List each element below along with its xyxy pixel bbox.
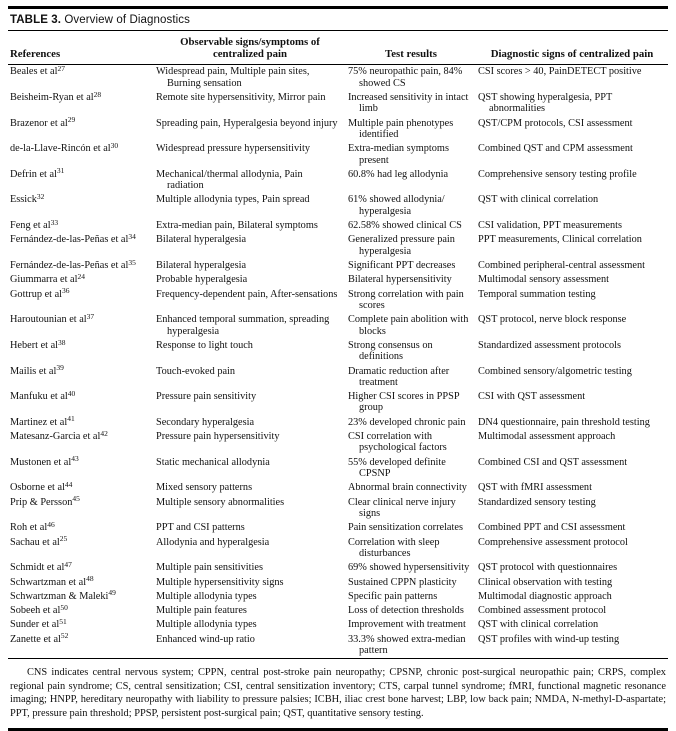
test-results-cell: Strong consensus on definitions xyxy=(348,339,433,363)
observable-signs-cell: Frequency-dependent pain, After-sensations xyxy=(156,288,338,300)
diagnostic-signs-cell: CSI validation, PPT measurements xyxy=(478,220,622,232)
test-results-cell: CSI correlation with psychological factors xyxy=(348,431,447,454)
reference-name: Schwartzman & Maleki xyxy=(10,590,109,602)
observable-signs-cell: Bilateral hyperalgesia xyxy=(156,260,247,271)
diagnostic-signs-cell: Combined QST and CPM assessment xyxy=(478,143,633,155)
observable-signs-cell: Multiple pain sensitivities xyxy=(156,562,263,574)
reference-name: Zanette et al xyxy=(10,633,61,645)
diagnostic-signs-cell: CSI with QST assessment xyxy=(478,391,586,403)
table-row xyxy=(8,632,668,658)
table-row xyxy=(8,575,668,589)
test-results-cell: Generalized pressure pain hyperalgesia xyxy=(348,234,455,257)
reference-name: Prip & Persson xyxy=(10,496,73,508)
table-row xyxy=(8,313,668,339)
citation-number: 42 xyxy=(100,428,108,438)
table-row xyxy=(8,495,668,521)
test-results-cell: 23% developed chronic pain xyxy=(348,416,466,428)
citation-number: 32 xyxy=(36,192,45,202)
diagnostic-signs-cell: QST protocol with questionnaires xyxy=(478,562,618,574)
test-results-cell: Improvement with treatment xyxy=(348,619,466,631)
diagnostic-signs-cell: CSI scores > 40, PainDETECT positive xyxy=(478,66,642,78)
reference-name: Fernández-de-las-Peñas et al xyxy=(10,234,129,246)
observable-signs-cell: Multiple hypersensitivity signs xyxy=(156,576,284,588)
reference-name: Martinez et al xyxy=(10,416,68,428)
table-body xyxy=(8,64,668,658)
observable-signs-cell: Multiple allodynia types xyxy=(156,590,257,602)
reference-cell xyxy=(8,287,154,313)
observable-signs-cell: Mixed sensory patterns xyxy=(156,482,253,494)
citation-number: 47 xyxy=(64,559,72,569)
diagnostic-signs-cell: Combined CSI and QST assessment xyxy=(478,456,628,468)
diagnostic-signs-cell: QST with clinical correlation xyxy=(478,619,599,631)
reference-name: Sunder et al xyxy=(10,619,60,631)
diagnostic-signs-cell: QST with clinical correlation xyxy=(478,194,599,206)
citation-number: 49 xyxy=(108,588,116,598)
diagnostic-signs-cell: Temporal summation testing xyxy=(478,288,596,300)
reference-name: Sachau et al xyxy=(10,536,60,548)
observable-signs-cell: Spreading pain, Hyperalgesia beyond injury xyxy=(156,117,338,129)
reference-cell xyxy=(8,575,154,589)
col-header-references: References xyxy=(8,31,154,64)
citation-number: 24 xyxy=(77,271,85,281)
test-results-cell: 55% developed definite CPSNP xyxy=(348,456,446,479)
reference-cell xyxy=(8,116,154,142)
diagnostic-signs-cell: QST showing hyperalgesia, PPT abnormalities xyxy=(478,91,613,115)
observable-signs-cell: Remote site hypersensitivity, Mirror pain xyxy=(156,91,326,103)
test-results-cell: 75% neuropathic pain, 84% showed CS xyxy=(348,66,463,89)
diagnostic-signs-cell: QST profiles with wind-up testing xyxy=(478,633,620,645)
citation-number: 44 xyxy=(64,479,73,489)
reference-cell xyxy=(8,430,154,456)
observable-signs-cell: Touch-evoked pain xyxy=(156,365,236,377)
observable-signs-cell: Mechanical/thermal allodynia, Pain radiation xyxy=(156,168,303,192)
reference-name: Sobeeh et al xyxy=(10,605,61,617)
observable-signs-cell: Multiple pain features xyxy=(156,605,247,617)
observable-signs-cell: Extra-median pain, Bilateral symptoms xyxy=(156,220,318,232)
table-caption: Overview of Diagnostics xyxy=(64,14,191,26)
test-results-cell: Complete pain abolition with blocks xyxy=(348,314,469,337)
test-results-cell: Loss of detection thresholds xyxy=(348,605,464,617)
reference-name: Osborne et al xyxy=(10,482,65,494)
reference-cell xyxy=(8,233,154,259)
test-results-cell: Bilateral hypersensitivity xyxy=(348,274,452,286)
observable-signs-cell: Probable hyperalgesia xyxy=(156,274,248,286)
reference-cell xyxy=(8,64,154,90)
diagnostics-table xyxy=(8,31,668,659)
reference-name: Mustonen et al xyxy=(10,456,72,468)
citation-number: 40 xyxy=(67,388,76,398)
observable-signs-cell: Widespread pressure hypersensitivity xyxy=(156,143,310,155)
citation-number: 38 xyxy=(58,337,66,347)
table-row xyxy=(8,64,668,90)
test-results-cell: Significant PPT decreases xyxy=(348,260,456,271)
reference-name: Hebert et al xyxy=(10,339,59,351)
col-header-observable-signs: Observable signs/symptoms of centralized pain xyxy=(154,31,346,64)
table-row xyxy=(8,589,668,603)
observable-signs-cell: Allodynia and hyperalgesia xyxy=(156,536,270,548)
reference-cell xyxy=(8,632,154,658)
citation-number: 33 xyxy=(50,217,59,227)
diagnostic-signs-cell: Multimodal diagnostic approach xyxy=(478,590,612,602)
reference-cell xyxy=(8,142,154,168)
diagnostic-signs-cell: Combined PPT and CSI assessment xyxy=(478,522,626,534)
test-results-cell: Pain sensitization correlates xyxy=(348,522,463,534)
observable-signs-cell: Pressure pain hypersensitivity xyxy=(156,431,280,443)
reference-cell xyxy=(8,535,154,561)
reference-name: Beales et al xyxy=(10,66,58,78)
test-results-cell: 69% showed hypersensitivity xyxy=(348,562,470,574)
diagnostic-signs-cell: Combined assessment protocol xyxy=(478,605,607,617)
citation-number: 37 xyxy=(86,311,95,321)
diagnostic-signs-cell: Comprehensive sensory testing profile xyxy=(478,168,637,180)
reference-cell xyxy=(8,521,154,535)
reference-name: Schmidt et al xyxy=(10,562,65,574)
diagnostic-signs-cell: QST with fMRI assessment xyxy=(478,482,592,494)
reference-name: Feng et al xyxy=(10,220,51,232)
table-title xyxy=(8,9,668,30)
table-row xyxy=(8,273,668,287)
reference-cell xyxy=(8,390,154,416)
diagnostic-signs-cell: DN4 questionnaire, pain threshold testing xyxy=(478,416,650,428)
reference-cell xyxy=(8,495,154,521)
reference-cell xyxy=(8,90,154,116)
table-row xyxy=(8,167,668,193)
citation-number: 27 xyxy=(57,63,65,73)
reference-cell xyxy=(8,259,154,273)
reference-name: Fernández-de-las-Peñas et al xyxy=(10,260,129,271)
observable-signs-cell: Multiple sensory abnormalities xyxy=(156,496,285,508)
diagnostic-signs-cell: QST protocol, nerve block response xyxy=(478,314,627,326)
citation-number: 28 xyxy=(93,89,102,99)
table-row xyxy=(8,259,668,273)
diagnostic-signs-cell: Comprehensive assessment protocol xyxy=(478,536,628,548)
observable-signs-cell: Bilateral hyperalgesia xyxy=(156,234,247,246)
reference-cell xyxy=(8,364,154,390)
test-results-cell: Specific pain patterns xyxy=(348,590,438,602)
table-row xyxy=(8,455,668,481)
test-results-cell: Extra-median symptoms present xyxy=(348,143,449,166)
table-row xyxy=(8,338,668,364)
reference-cell xyxy=(8,167,154,193)
reference-cell xyxy=(8,604,154,618)
table-number-label: TABLE 3. xyxy=(10,14,62,26)
reference-name: Brazenor et al xyxy=(10,117,68,129)
reference-cell xyxy=(8,561,154,575)
observable-signs-cell: Static mechanical allodynia xyxy=(156,456,270,468)
table-footnote: CNS indicates central nervous system; CPPN, central post-stroke pain neuropathy; CPSNP, chronic post-surgical neuropathic pain; CRPS, complex regional pain syndrome; CS, central sensitization; CSI, central sensitization inventory; CTS, carpal tunnel syndrome; fMRI, functional magnetic resonance imaging; HNPP, hereditary neuropathy with liability to pressure palsies; ICBH, iliac crest bone harvest; LBP, low back pain; NMDA, N-methyl-D-aspartate; PPT, pressure pain threshold; PPSP, persistent post-surgical pain; QST, quantitative sensory testing. xyxy=(10,666,666,720)
reference-name: Matesanz-Garcia et al xyxy=(10,431,101,443)
citation-number: 50 xyxy=(60,602,68,612)
table-row xyxy=(8,219,668,233)
reference-cell xyxy=(8,219,154,233)
observable-signs-cell: Secondary hyperalgesia xyxy=(156,416,255,428)
table-row xyxy=(8,390,668,416)
reference-name: Mailis et al xyxy=(10,365,57,377)
test-results-cell: Multiple pain phenotypes identified xyxy=(348,117,454,140)
citation-number: 36 xyxy=(62,286,70,296)
table-row xyxy=(8,193,668,219)
diagnostic-signs-cell: Standardized assessment protocols xyxy=(478,339,621,351)
reference-name: de-la-Llave-Rincón et al xyxy=(10,143,111,155)
citation-number: 39 xyxy=(56,363,64,373)
test-results-cell: 61% showed allodynia/ hyperalgesia xyxy=(348,194,445,217)
reference-name: Beisheim-Ryan et al xyxy=(10,91,94,103)
table-row xyxy=(8,116,668,142)
diagnostic-signs-cell: PPT measurements, Clinical correlation xyxy=(478,234,642,246)
test-results-cell: Correlation with sleep disturbances xyxy=(348,536,440,559)
observable-signs-cell: PPT and CSI patterns xyxy=(156,522,245,534)
table-row xyxy=(8,415,668,429)
citation-number: 52 xyxy=(60,631,69,641)
reference-cell xyxy=(8,481,154,495)
diagnostic-signs-cell: Combined peripheral-central assessment xyxy=(478,260,645,271)
test-results-cell: 62.58% showed clinical CS xyxy=(348,220,462,232)
table-row xyxy=(8,142,668,168)
citation-number: 41 xyxy=(67,414,75,424)
bottom-rule xyxy=(8,728,668,731)
col-header-diagnostic-signs: Diagnostic signs of centralized pain xyxy=(476,31,668,64)
test-results-cell: Strong correlation with pain scores xyxy=(348,288,464,311)
reference-name: Giummarra et al xyxy=(10,274,78,286)
table-row xyxy=(8,90,668,116)
citation-number: 48 xyxy=(86,574,94,584)
test-results-cell: 33.3% showed extra-median pattern xyxy=(348,633,466,657)
diagnostic-signs-cell: Clinical observation with testing xyxy=(478,576,613,588)
citation-number: 43 xyxy=(71,454,79,464)
citation-number: 35 xyxy=(128,257,136,267)
table-row xyxy=(8,233,668,259)
table-row xyxy=(8,430,668,456)
citation-number: 31 xyxy=(56,166,65,176)
header-row xyxy=(8,31,668,64)
citation-number: 30 xyxy=(110,140,119,150)
table-row xyxy=(8,604,668,618)
reference-cell xyxy=(8,273,154,287)
reference-cell xyxy=(8,455,154,481)
reference-name: Roh et al xyxy=(10,522,48,534)
reference-name: Manfuku et al xyxy=(10,391,68,403)
reference-name: Defrin et al xyxy=(10,168,57,180)
test-results-cell: Higher CSI scores in PPSP group xyxy=(348,391,460,414)
test-results-cell: Clear clinical nerve injury signs xyxy=(348,496,456,519)
citation-number: 46 xyxy=(47,519,55,529)
observable-signs-cell: Enhanced wind-up ratio xyxy=(156,633,255,645)
table-row xyxy=(8,481,668,495)
diagnostic-signs-cell: Standardized sensory testing xyxy=(478,496,596,508)
reference-name: Schwartzman et al xyxy=(10,576,87,588)
reference-cell xyxy=(8,618,154,632)
table-row xyxy=(8,618,668,632)
citation-number: 45 xyxy=(72,494,80,504)
observable-signs-cell: Response to light touch xyxy=(156,339,253,351)
test-results-cell: Abnormal brain connectivity xyxy=(348,482,467,494)
observable-signs-cell: Pressure pain sensitivity xyxy=(156,391,257,403)
citation-number: 51 xyxy=(59,617,67,627)
reference-name: Essick xyxy=(10,194,37,206)
observable-signs-cell: Widespread pain, Multiple pain sites, Burning sensation xyxy=(156,66,310,89)
test-results-cell: Sustained CPPN plasticity xyxy=(348,576,457,588)
table-header xyxy=(8,31,668,64)
reference-name: Haroutounian et al xyxy=(10,314,87,326)
observable-signs-cell: Multiple allodynia types, Pain spread xyxy=(156,194,310,206)
test-results-cell: Dramatic reduction after treatment xyxy=(348,365,450,388)
observable-signs-cell: Enhanced temporal summation, spreading hyperalgesia xyxy=(156,314,330,337)
table-row xyxy=(8,521,668,535)
reference-cell xyxy=(8,193,154,219)
diagnostic-signs-cell: Multimodal assessment approach xyxy=(478,431,616,443)
diagnostic-signs-cell: Multimodal sensory assessment xyxy=(478,274,609,286)
table-row xyxy=(8,364,668,390)
reference-cell xyxy=(8,589,154,603)
col-header-test-results: Test results xyxy=(346,31,476,64)
citation-number: 34 xyxy=(128,232,136,241)
diagnostic-signs-cell: Combined sensory/algometric testing xyxy=(478,365,632,377)
table-row xyxy=(8,561,668,575)
reference-name: Gottrup et al xyxy=(10,288,63,300)
reference-cell xyxy=(8,415,154,429)
reference-cell xyxy=(8,313,154,339)
table-row xyxy=(8,535,668,561)
citation-number: 25 xyxy=(59,534,68,544)
citation-number: 29 xyxy=(67,115,76,125)
test-results-cell: Increased sensitivity in intact limb xyxy=(348,91,469,115)
reference-cell xyxy=(8,338,154,364)
observable-signs-cell: Multiple allodynia types xyxy=(156,619,257,631)
test-results-cell: 60.8% had leg allodynia xyxy=(348,168,449,180)
table-row xyxy=(8,287,668,313)
diagnostic-signs-cell: QST/CPM protocols, CSI assessment xyxy=(478,117,633,129)
